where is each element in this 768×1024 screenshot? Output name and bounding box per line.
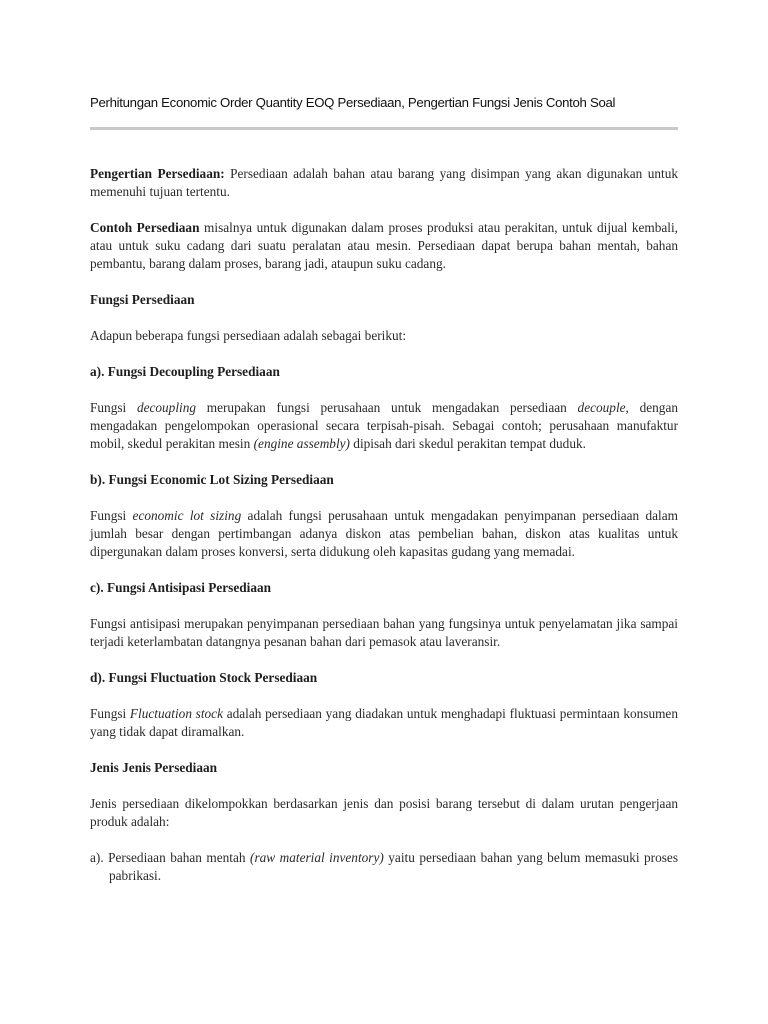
paragraph-text: Fungsi [90,706,130,721]
paragraph-antisipasi: Fungsi antisipasi merupakan penyimpanan persediaan bahan yang fungsinya untuk penyelamatan jika sampai terjadi keterlambatan datangnya pesanan bahan dari pemasok atau laveransir. [90,616,678,649]
italic-term: decoupling [136,400,197,415]
paragraph-fluctuation [90,705,678,741]
paragraph-text: merupakan fungsi perusahaan untuk mengadakan persediaan [196,400,578,415]
heading-fungsi-lot-sizing: b). Fungsi Economic Lot Sizing Persediaan [90,472,334,487]
paragraph-pengertian [90,165,678,201]
list-item-bahan-mentah [90,849,678,885]
paragraph-decoupling [90,399,678,453]
paragraph-text: a). Persediaan bahan mentah [90,850,251,865]
document-title: Perhitungan Economic Order Quantity EOQ Persediaan, Pengertian Fungsi Jenis Contoh Soal [90,95,616,110]
heading-fungsi-decoupling: a). Fungsi Decoupling Persediaan [90,364,280,379]
paragraph-contoh [90,219,678,273]
italic-term: economic lot sizing [132,508,242,523]
paragraph-text: Fungsi [90,400,137,415]
heading-fungsi-antisipasi: c). Fungsi Antisipasi Persediaan [90,580,272,595]
term-contoh: Contoh Persediaan [90,220,200,235]
paragraph-jenis-intro: Jenis persediaan dikelompokkan berdasarkan jenis dan posisi barang tersebut di dalam urutan pengerjaan produk adalah: [90,796,678,829]
paragraph-text: adalah persediaan yang diadakan untuk menghadapi fluktuasi permintaan konsumen yang tidak dapat diramalkan. [90,706,678,739]
paragraph-lot-sizing [90,507,678,561]
paragraph-text: dipisah dari skedul perakitan tempat duduk. [349,436,586,451]
paragraph-fungsi-intro: Adapun beberapa fungsi persediaan adalah sebagai berikut: [90,328,407,343]
heading-jenis-persediaan: Jenis Jenis Persediaan [90,760,218,775]
paragraph-text: adalah fungsi perusahaan untuk mengadakan penyimpanan persediaan dalam jumlah besar dengan pertimbangan adanya diskon atas pembelian bahan, diskon atas kualitas untuk dipergunakan dalam proses konversi, serta didukung oleh kapasitas gudang yang memadai. [90,508,678,559]
italic-term: (raw material inventory) [250,850,384,865]
paragraph-text: Fungsi [90,508,133,523]
paragraph-text: , dengan mengadakan pengelompokan operasional secara terpisah-pisah. Sebagai contoh; perusahaan manufaktur mobil, skedul perakitan mesin [90,400,678,451]
title-divider [90,127,678,130]
document-body [90,165,678,903]
term-pengertian: Pengertian Persediaan: [90,166,225,181]
heading-fungsi-fluctuation: d). Fungsi Fluctuation Stock Persediaan [90,670,318,685]
italic-term: (engine assembly) [253,436,350,451]
paragraph-text: misalnya untuk digunakan dalam proses produksi atau perakitan, untuk dijual kembali, atau untuk suku cadang dari suatu peralatan atau mesin. Persediaan dapat berupa bahan mentah, bahan pembantu, barang dalam proses, barang jadi, ataupun suku cadang. [90,220,678,271]
italic-term: decouple [577,400,626,415]
paragraph-text: yaitu persediaan bahan yang belum memasuki proses pabrikasi. [109,850,678,883]
heading-fungsi-persediaan: Fungsi Persediaan [90,292,195,307]
italic-term: Fluctuation stock [129,706,223,721]
paragraph-text: Persediaan adalah bahan atau barang yang disimpan yang akan digunakan untuk memenuhi tujuan tertentu. [90,166,679,199]
